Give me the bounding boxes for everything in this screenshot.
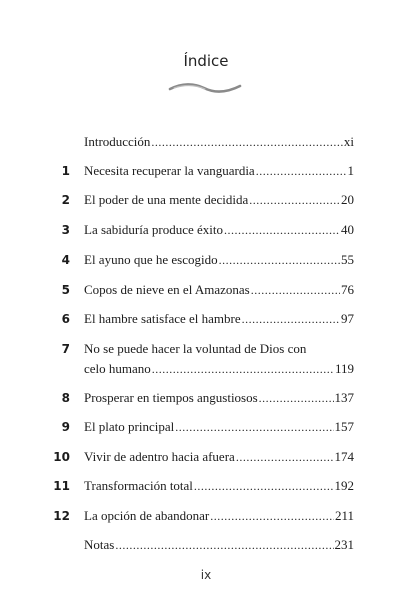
chapter-number: 5 [61, 283, 70, 297]
chapter-number: 1 [61, 164, 70, 178]
chapter-number: 4 [61, 253, 70, 267]
chapter-number: 11 [53, 479, 70, 493]
toc-entry-title: Necesita recuperar la vanguardia [84, 163, 255, 178]
toc-entry [84, 419, 354, 435]
toc-entry-title: El hambre satisface el hambre [84, 311, 241, 326]
toc-entry [84, 252, 354, 268]
dot-leader [219, 253, 340, 268]
toc-entry-title: Transformación total [84, 478, 193, 493]
toc-entry [84, 282, 354, 298]
toc-entry [84, 163, 354, 179]
toc-entry-title: La sabiduría produce éxito [84, 222, 223, 237]
toc-entry [84, 537, 354, 553]
chapter-number: 10 [53, 450, 70, 464]
dot-leader [242, 312, 340, 327]
toc-entry-page: 174 [334, 449, 354, 464]
toc-entry-title: El poder de una mente decidida [84, 192, 249, 207]
toc-entry-page: 157 [334, 419, 354, 434]
toc-entry-page: 1 [347, 163, 354, 178]
toc-entry-page: 97 [341, 311, 354, 326]
page-title: Índice [183, 52, 229, 70]
dot-leader [115, 538, 333, 553]
toc-entry-page: 137 [334, 390, 354, 405]
toc-entry-page: 40 [341, 222, 354, 237]
toc-entry [84, 192, 354, 208]
dot-leader [210, 509, 334, 524]
toc-entry [84, 478, 354, 494]
page-number: ix [200, 568, 212, 582]
toc-entry-title: No se puede hacer la voluntad de Dios con [84, 341, 307, 356]
toc-entry [84, 508, 354, 524]
dot-leader [249, 193, 340, 208]
toc-entry-page: xi [343, 134, 354, 149]
toc-entry [84, 449, 354, 465]
toc-entry-page: 20 [341, 192, 354, 207]
toc-entry-title: Vivir de adentro hacia afuera [84, 449, 235, 464]
toc-entry-first-line [84, 341, 354, 357]
toc-entry-page: 76 [341, 282, 354, 297]
toc-entry-page: 55 [341, 252, 354, 267]
toc-entry-title: El ayuno que he escogido [84, 252, 218, 267]
chapter-number: 2 [61, 193, 70, 207]
toc-entry-page: 119 [334, 361, 354, 376]
toc-entry-title: La opción de abandonar [84, 508, 210, 523]
dot-leader [224, 223, 340, 238]
toc-entry-title: El plato principal [84, 419, 175, 434]
toc-entry-title-continued: celo humano [84, 361, 151, 376]
dot-leader [251, 283, 340, 298]
chapter-number: 9 [61, 420, 70, 434]
dot-leader [151, 135, 342, 150]
chapter-number: 3 [61, 223, 70, 237]
toc-entry [84, 390, 354, 406]
toc-entry [84, 222, 354, 238]
chapter-number: 7 [61, 342, 70, 356]
dot-leader [175, 420, 333, 435]
toc-entry-title: Introducción [84, 134, 151, 149]
toc-entry-page: 192 [334, 478, 354, 493]
toc-entry [84, 134, 354, 150]
toc-entry-title: Copos de nieve en el Amazonas [84, 282, 250, 297]
toc-entry-title: Notas [84, 537, 115, 552]
toc-entry-title: Prosperar en tiempos angustiosos [84, 390, 258, 405]
toc-entry-page: 231 [334, 537, 354, 552]
toc-entry [84, 311, 354, 327]
dot-leader [259, 391, 334, 406]
chapter-number: 8 [61, 391, 70, 405]
dot-leader [256, 164, 347, 179]
toc-entry [84, 361, 354, 377]
dot-leader [236, 450, 334, 465]
dot-leader [152, 362, 334, 377]
toc-entry-page: 211 [334, 508, 354, 523]
dot-leader [194, 479, 334, 494]
chapter-number: 6 [61, 312, 70, 326]
chapter-number: 12 [53, 509, 70, 523]
